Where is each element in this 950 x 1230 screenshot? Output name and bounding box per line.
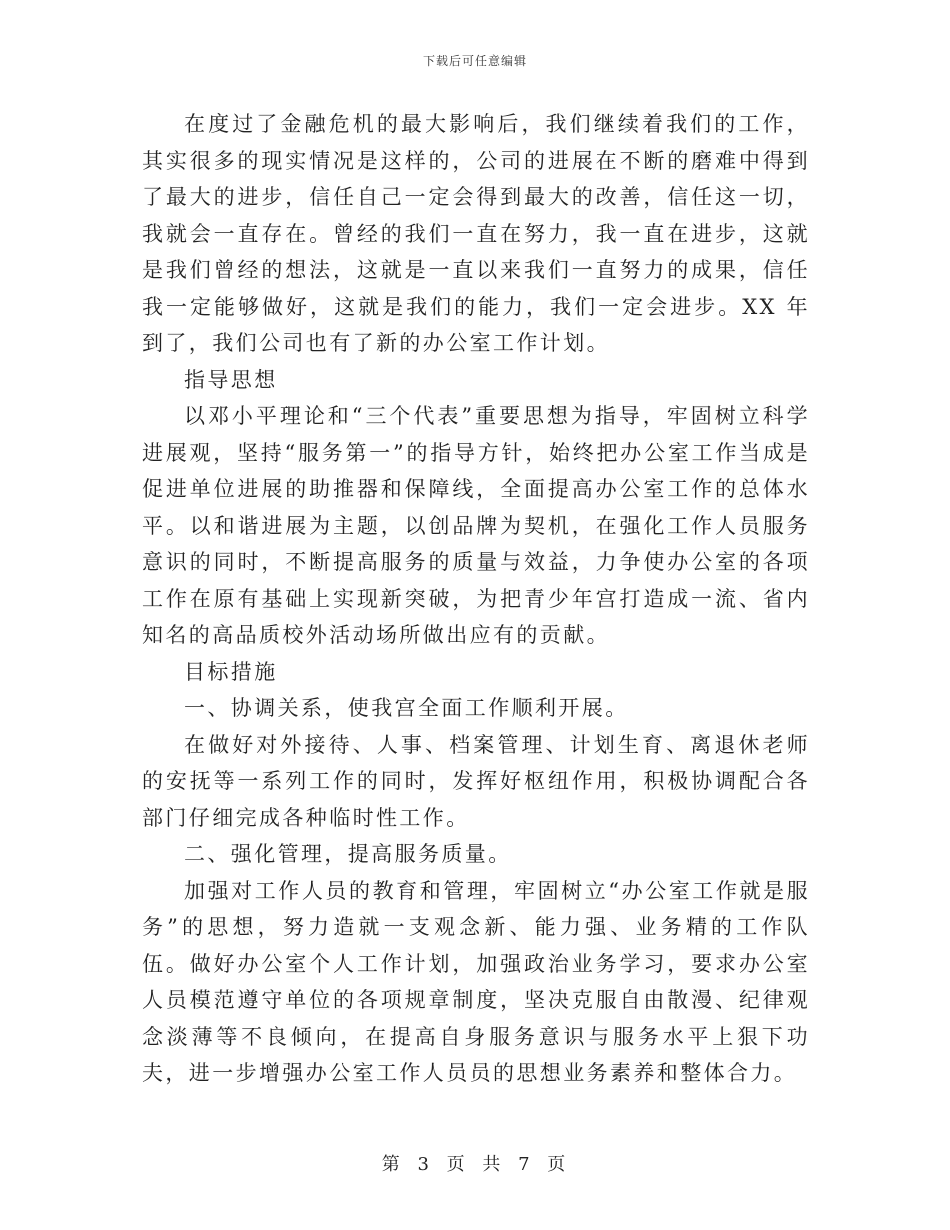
intro-paragraph: 在度过了金融危机的最大影响后，我们继续着我们的工作，其实很多的现实情况是这样的，公司的进展在不断的磨难中得到了最大的进步，信任自己一定会得到最大的改善，信任这一切，我就会一直存在。曾经的我们一直在努力，我一直在进步，这就是我们曾经的想法，这就是一直以来我们一直努力的成果，信任我一定能够做好，这就是我们的能力，我们一定会进步。XX 年到了，我们公司也有了新的办公室工作计划。 (142, 112, 810, 355)
page-number: 第 3 页 共 7 页 (381, 1154, 569, 1175)
item-2-paragraph: 加强对工作人员的教育和管理，牢固树立“办公室工作就是服务”的思想，努力造就一支观念新、能力强、业务精的工作队伍。做好办公室个人工作计划，加强政治业务学习，要求办公室人员模范遵守单位的各项规章制度，坚决克服自由散漫、纪律观念淡薄等不良倾向，在提高自身服务意识与服务水平上狠下功夫，进一步增强办公室工作人员员的思想业务素养和整体合力。 (142, 878, 810, 1085)
item-1-title: 一、协调关系，使我宫全面工作顺利开展。 (184, 696, 629, 720)
item-2-title: 二、强化管理，提高服务质量。 (184, 842, 512, 866)
page-header: 下载后可任意编辑 (422, 54, 527, 68)
document-body (142, 106, 810, 1092)
guiding-paragraph: 以邓小平理论和“三个代表”重要思想为指导，牢固树立科学进展观，坚持“服务第一”的指导方针，始终把办公室工作当成是促进单位进展的助推器和保障线，全面提高办公室工作的总体水平。以和谐进展为主题，以创品牌为契机，在强化工作人员服务意识的同时，不断提高服务的质量与效益，力争使办公室的各项工作在原有基础上实现新突破，为把青少年宫打造成一流、省内知名的高品质校外活动场所做出应有的贡献。 (142, 404, 810, 647)
item-1-paragraph: 在做好对外接待、人事、档案管理、计划生育、离退休老师的安抚等一系列工作的同时，发挥好枢纽作用，积极协调配合各部门仔细完成各种临时性工作。 (142, 732, 810, 830)
section-heading-measures: 目标措施 (184, 659, 278, 684)
section-heading-guiding: 指导思想 (184, 367, 278, 392)
